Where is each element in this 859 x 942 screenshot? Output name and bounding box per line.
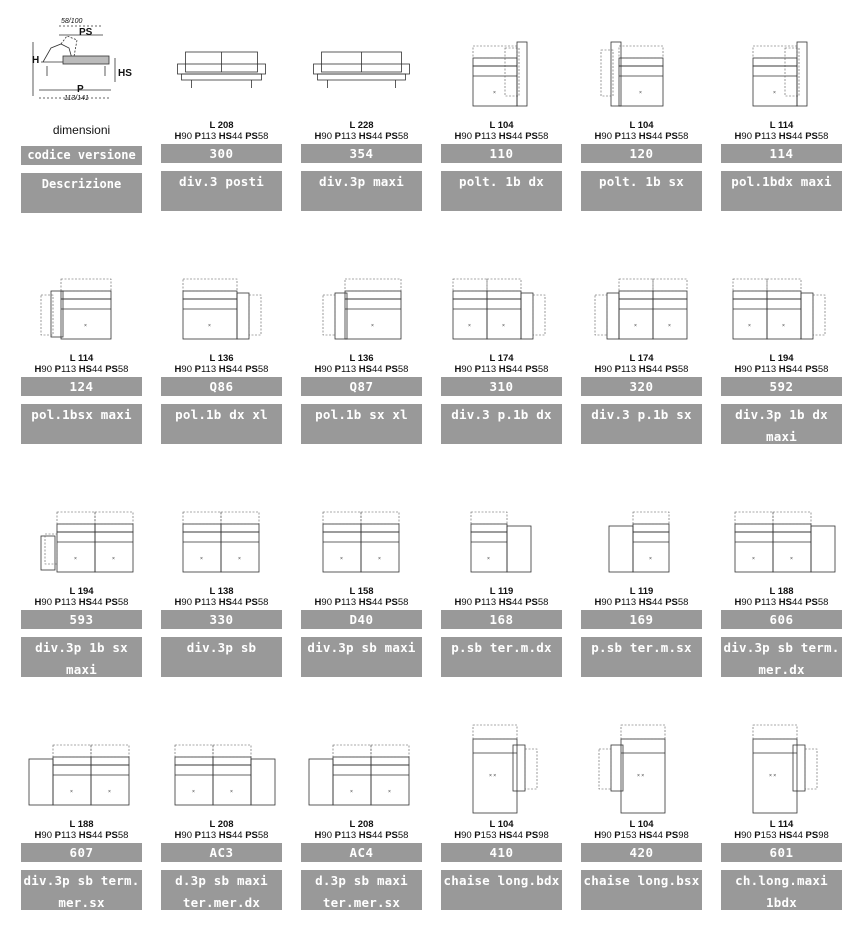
svg-text:×: × [790,556,793,562]
svg-text:×: × [70,789,73,795]
description-label: div.3p sb maxi [301,637,422,677]
description-label: pol.1b sx xl [301,404,422,444]
dimensions-label [721,586,842,608]
height-depth-values: H90 P113 HS44 PS58 [314,597,409,608]
length-value: L 119 [629,586,654,597]
description-label: div.3 p.1b sx [581,404,702,444]
height-depth-values: H90 P113 HS44 PS58 [454,364,549,375]
product-cell [581,717,702,942]
description-label: chaise long.bdx [441,870,562,910]
height-depth-values: H90 P113 HS44 PS58 [314,364,409,375]
sofa-drawing-chaise-dx-icon [721,717,842,817]
version-code: 320 [581,377,702,396]
height-depth-values: H90 P113 HS44 PS58 [734,131,829,142]
dimensions-label [721,353,842,375]
length-value: L 194 [769,353,794,364]
svg-text:×: × [782,323,785,329]
product-cell [441,484,562,709]
height-depth-values: H90 P113 HS44 PS58 [174,131,269,142]
height-depth-values: H90 P113 HS44 PS58 [34,364,129,375]
length-value: L 104 [489,120,514,131]
product-cell [581,484,702,709]
description-label: pol.1b dx xl [161,404,282,444]
sofa-drawing-two-dx-icon [441,251,562,351]
version-code: 169 [581,610,702,629]
length-value: L 188 [769,586,794,597]
svg-text:×: × [649,556,652,562]
product-cell [301,18,422,243]
height-depth-values: H90 P113 HS44 PS58 [734,597,829,608]
svg-text:×: × [468,323,471,329]
dimensions-label [21,353,142,375]
length-value: L 174 [489,353,514,364]
sofa-drawing-armchair-dx-icon [441,18,562,118]
product-cell [441,251,562,476]
version-code: Q87 [301,377,422,396]
length-value: L 208 [209,819,234,830]
description-label: div.3p maxi [301,171,422,211]
version-code: 592 [721,377,842,396]
product-cell [301,717,422,942]
description-label: polt. 1b sx [581,171,702,211]
version-code: Q86 [161,377,282,396]
sofa-drawing-chaise-sx-icon [581,717,702,817]
sofa-drawing-armchair-sx-icon [581,18,702,118]
description-label: p.sb ter.m.sx [581,637,702,677]
product-cell [581,18,702,243]
version-code: 114 [721,144,842,163]
height-depth-values: H90 P113 HS44 PS58 [174,597,269,608]
svg-text:×: × [773,90,776,96]
svg-text:× ×: × × [637,773,645,779]
svg-text:×: × [350,789,353,795]
description-label: d.3p sb maxi ter.mer.sx [301,870,422,910]
description-label: polt. 1b dx [441,171,562,211]
svg-text:×: × [230,789,233,795]
svg-text:×: × [108,789,111,795]
length-value: L 104 [629,120,654,131]
height-depth-values: H90 P113 HS44 PS58 [174,830,269,841]
dimensions-label [301,819,422,841]
description-label: div.3p sb term. mer.sx [21,870,142,910]
height-depth-values: H90 P153 HS44 PS98 [594,830,689,841]
sofa-drawing-chaise-dx-icon [441,717,562,817]
svg-text:×: × [487,556,490,562]
height-depth-values: H90 P113 HS44 PS58 [594,131,689,142]
product-cell [581,251,702,476]
h-label: H [32,55,40,66]
version-code: 606 [721,610,842,629]
description-label: div.3 p.1b dx [441,404,562,444]
height-depth-values: H90 P113 HS44 PS58 [34,830,129,841]
dimensions-label [301,353,422,375]
length-value: L 158 [349,586,374,597]
product-cell [721,251,842,476]
sofa-drawing-two-noarm-icon [161,484,282,584]
product-cell [21,484,142,709]
version-code: 124 [21,377,142,396]
dimensions-label [301,120,422,142]
product-cell [161,251,282,476]
dimensions-label [161,353,282,375]
sofa-drawing-two-term-dx-icon [721,484,842,584]
svg-text:×: × [200,556,203,562]
length-value: L 119 [489,586,514,597]
length-value: L 194 [69,586,94,597]
sofa-drawing-two-term-sx-icon [301,717,422,817]
height-depth-values: H90 P113 HS44 PS58 [174,364,269,375]
dimensions-label [161,819,282,841]
product-cell [441,18,562,243]
svg-text:×: × [340,556,343,562]
length-value: L 136 [349,353,374,364]
length-value: L 138 [209,586,234,597]
sofa-drawing-sofa-side-icon [161,18,282,118]
descrizione-header: Descrizione [21,173,142,213]
version-code: AC4 [301,843,422,862]
height-depth-values: H90 P153 HS44 PS98 [454,830,549,841]
dimensions-label [441,120,562,142]
dimensions-label [581,120,702,142]
version-code: 110 [441,144,562,163]
svg-text:×: × [752,556,755,562]
dimensions-label [581,353,702,375]
sofa-drawing-two-sx-icon [581,251,702,351]
description-label: p.sb ter.m.dx [441,637,562,677]
sofa-drawing-armchair-dx-icon [721,18,842,118]
length-value: L 104 [629,819,654,830]
svg-text:×: × [371,323,374,329]
svg-text:×: × [748,323,751,329]
height-depth-values: H90 P113 HS44 PS58 [454,597,549,608]
p-label: P [77,84,84,95]
dimensions-label [161,120,282,142]
dimensions-label [21,819,142,841]
height-depth-values: H90 P113 HS44 PS58 [314,830,409,841]
version-code: 601 [721,843,842,862]
length-value: L 188 [69,819,94,830]
dimensions-label [161,586,282,608]
product-cell [21,717,142,942]
product-cell [21,251,142,476]
version-code: 120 [581,144,702,163]
description-label: pol.1bsx maxi [21,404,142,444]
description-label: chaise long.bsx [581,870,702,910]
svg-text:× ×: × × [769,773,777,779]
length-value: L 104 [489,819,514,830]
description-label: d.3p sb maxi ter.mer.dx [161,870,282,910]
product-cell [721,18,842,243]
description-label: div.3p 1b sx maxi [21,637,142,677]
product-cell [161,484,282,709]
product-cell [161,18,282,243]
svg-text:×: × [668,323,671,329]
dimensions-label [721,819,842,841]
description-label: div.3p 1b dx maxi [721,404,842,444]
version-code: 310 [441,377,562,396]
dimensions-label [721,120,842,142]
product-cell [721,717,842,942]
svg-text:×: × [74,556,77,562]
dimensions-label [301,586,422,608]
height-depth-values: H90 P153 HS44 PS98 [734,830,829,841]
sofa-drawing-xl-sx-icon [301,251,422,351]
ps-range-label: 58/100 [61,18,83,25]
product-cell [441,717,562,942]
dimensions-label [441,819,562,841]
svg-text:×: × [192,789,195,795]
length-value: L 114 [69,353,94,364]
version-code: D40 [301,610,422,629]
codice-versione-header: codice versione [21,146,142,165]
height-depth-values: H90 P113 HS44 PS58 [734,364,829,375]
dimensions-label [441,353,562,375]
dimensions-label [21,586,142,608]
sofa-drawing-two-term-sx-icon [21,717,142,817]
sofa-drawing-sofa-side-wide-icon [301,18,422,118]
sofa-drawing-xl-dx-icon [161,251,282,351]
version-code: 593 [21,610,142,629]
svg-text:×: × [238,556,241,562]
sofa-drawing-two-dx-icon [721,251,842,351]
height-depth-values: H90 P113 HS44 PS58 [454,131,549,142]
description-label: div.3 posti [161,171,282,211]
ps-label: PS [79,27,93,38]
version-code: 168 [441,610,562,629]
sofa-drawing-two-sx-low-icon [21,484,142,584]
version-code: 354 [301,144,422,163]
version-code: AC3 [161,843,282,862]
length-value: L 174 [629,353,654,364]
description-label: div.3p sb term. mer.dx [721,637,842,677]
sofa-drawing-one-term-sx-icon [581,484,702,584]
sofa-drawing-two-term-dx-icon [161,717,282,817]
svg-text:×: × [378,556,381,562]
svg-text:×: × [388,789,391,795]
description-label: pol.1bdx maxi [721,171,842,211]
dimensions-label [581,586,702,608]
hs-label: HS [118,68,132,79]
length-value: L 114 [769,120,794,131]
length-value: L 208 [209,120,234,131]
svg-text:×: × [84,323,87,329]
sofa-drawing-one-term-dx-icon [441,484,562,584]
dimensions-label [581,819,702,841]
height-depth-values: H90 P113 HS44 PS58 [594,597,689,608]
svg-text:×: × [502,323,505,329]
description-label: div.3p sb [161,637,282,677]
length-value: L 114 [769,819,794,830]
p-range-label: 113/141 [64,95,89,102]
product-cell [301,484,422,709]
sofa-drawing-two-noarm-icon [301,484,422,584]
sofa-drawing-armchair-sx-wide-icon [21,251,142,351]
description-label: ch.long.maxi 1bdx [721,870,842,910]
dimensioni-label: dimensioni [52,123,111,137]
product-cell [301,251,422,476]
version-code: 410 [441,843,562,862]
version-code: 420 [581,843,702,862]
svg-text:×: × [639,90,642,96]
version-code: 300 [161,144,282,163]
version-code: 607 [21,843,142,862]
version-code: 330 [161,610,282,629]
svg-text:×: × [112,556,115,562]
length-value: L 228 [349,120,374,131]
product-cell [721,484,842,709]
height-depth-values: H90 P113 HS44 PS58 [594,364,689,375]
height-depth-values: H90 P113 HS44 PS58 [314,131,409,142]
svg-text:× ×: × × [489,773,497,779]
length-value: L 136 [209,353,234,364]
height-depth-values: H90 P113 HS44 PS58 [34,597,129,608]
product-cell [161,717,282,942]
length-value: L 208 [349,819,374,830]
svg-text:×: × [493,90,496,96]
dimensions-label [441,586,562,608]
svg-text:×: × [208,323,211,329]
svg-text:×: × [634,323,637,329]
